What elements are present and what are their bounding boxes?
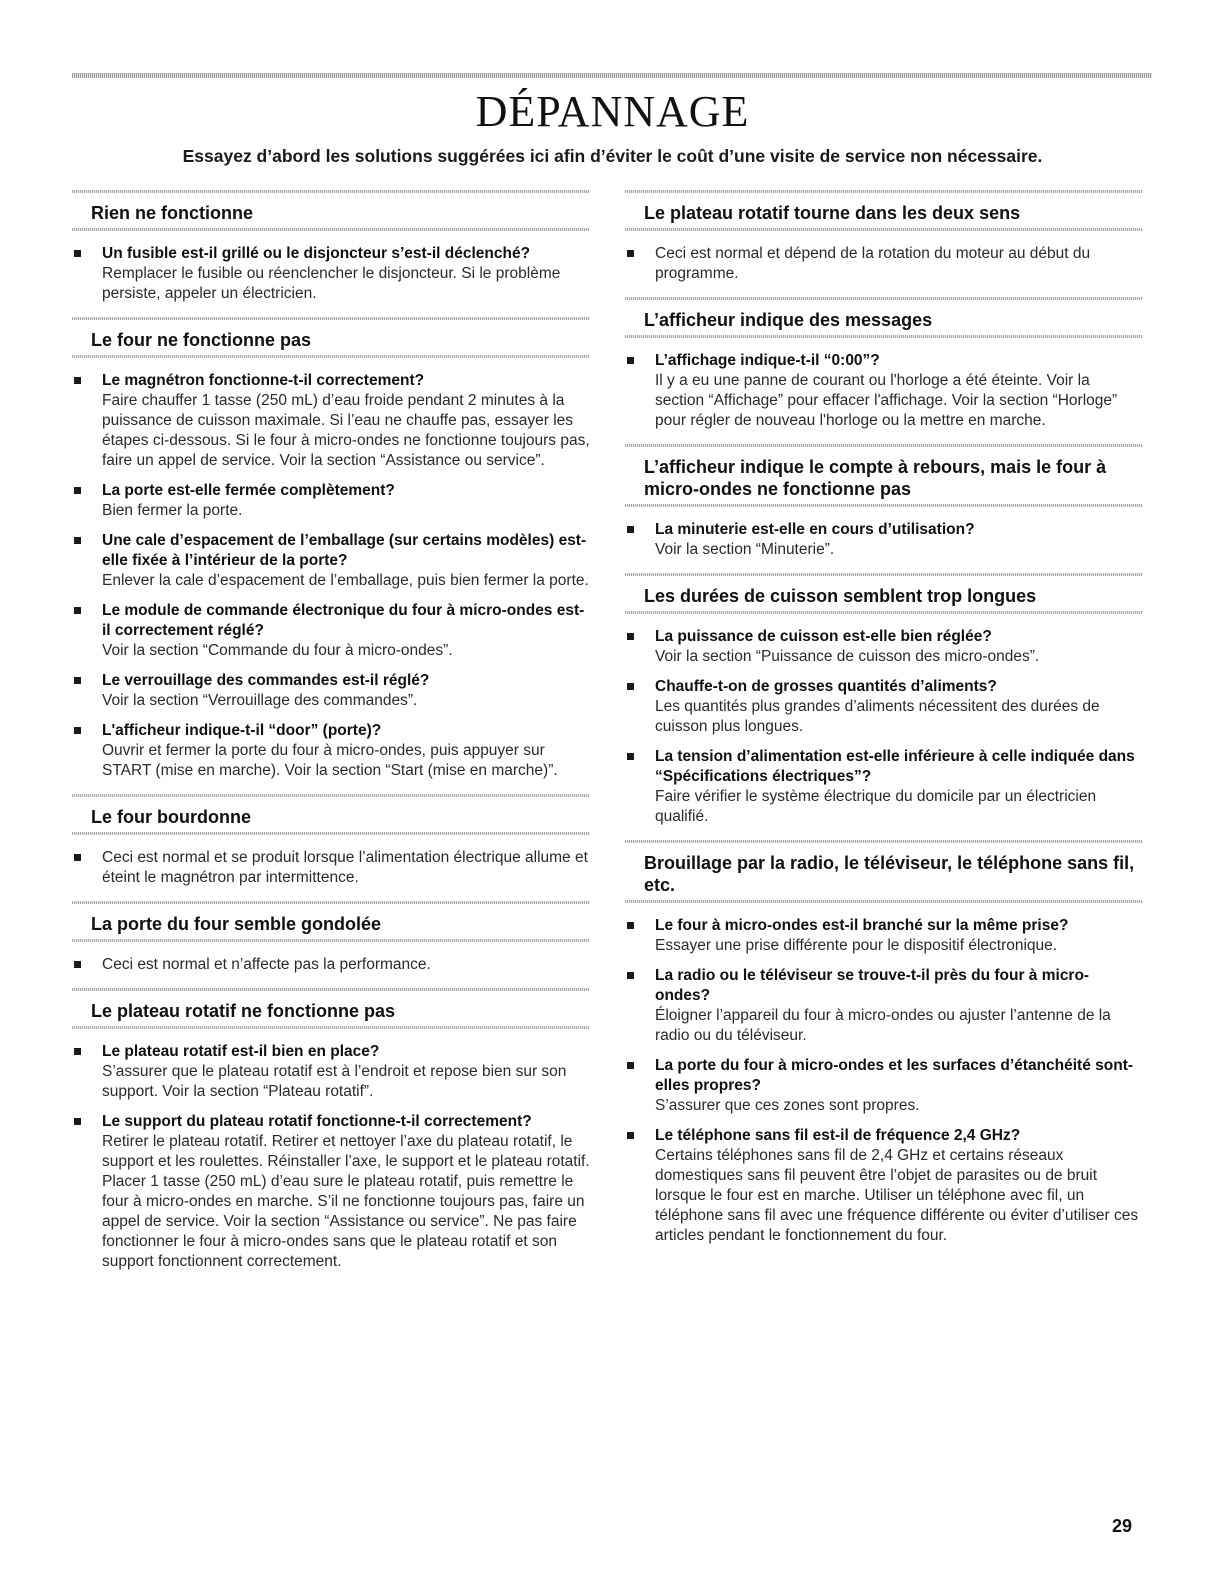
list-item <box>72 481 590 521</box>
page-subtitle: Essayez d’abord les solutions suggérées ici afin d’éviter le coût d’une visite de service non nécessaire. <box>182 146 1043 166</box>
left-column <box>72 190 590 1285</box>
list-item <box>625 1056 1143 1116</box>
answer-text: Ceci est normal et dépend de la rotation du moteur au début du programme. <box>655 245 1091 282</box>
answer-text: Voir la section “Minuterie”. <box>655 541 835 558</box>
answer-text: Les quantités plus grandes d’aliments nécessitent des durées de cuisson plus longues. <box>655 698 1100 735</box>
list-item <box>625 677 1143 737</box>
troubleshoot-section <box>625 840 1143 1246</box>
section-title: La porte du four semble gondolée <box>91 914 382 934</box>
answer-text: Ceci est normal et se produit lorsque l’alimentation électrique allume et éteint le magnétron par intermittence. <box>102 849 588 886</box>
section-items <box>72 1042 590 1272</box>
page-title: DÉPANNAGE <box>475 87 750 136</box>
section-items <box>72 848 590 888</box>
section-header <box>72 317 590 355</box>
square-bullet-icon <box>74 1118 81 1125</box>
square-bullet-icon <box>627 972 634 979</box>
section-header <box>72 988 590 1026</box>
troubleshoot-section <box>625 190 1143 284</box>
list-item <box>625 244 1143 284</box>
section-title: Le plateau rotatif tourne dans les deux sens <box>644 203 1021 223</box>
section-title: Le four ne fonctionne pas <box>91 330 312 350</box>
square-bullet-icon <box>74 537 81 544</box>
section-header <box>72 901 590 939</box>
section-title: Les durées de cuisson semblent trop longues <box>644 586 1037 606</box>
troubleshoot-section <box>625 573 1143 827</box>
square-bullet-icon <box>74 854 81 861</box>
section-header <box>72 794 590 832</box>
square-bullet-icon <box>74 377 81 384</box>
page-number: 29 <box>1112 1516 1133 1536</box>
list-item <box>625 520 1143 560</box>
answer-text: Ouvrir et fermer la porte du four à micro-ondes, puis appuyer sur START (mise en marche). Voir la section “Start (mise en marche)”. <box>102 742 558 779</box>
question-text: La radio ou le téléviseur se trouve-t-il près du four à micro-ondes? <box>655 967 1090 1004</box>
section-header <box>625 190 1143 228</box>
troubleshoot-section <box>72 190 590 304</box>
section-title: Le plateau rotatif ne fonctionne pas <box>91 1001 396 1021</box>
section-items <box>625 351 1143 431</box>
question-text: L'afficheur indique-t-il “door” (porte)? <box>102 722 382 739</box>
answer-text: Certains téléphones sans fil de 2,4 GHz et certains réseaux domestiques sans fil peuvent être l’objet de parasites ou de bruit lorsque le four est en marche. Utiliser un téléphone avec fil, un téléphone sans fil avec une fréquence différente ou éviter d’utiliser ces articles pendant le fonctionnement du four. <box>655 1147 1139 1244</box>
answer-text: Faire chauffer 1 tasse (250 mL) d’eau froide pendant 2 minutes à la puissance de cuisson maximale. Si l’eau ne chauffe pas, essayer les étapes ci-dessous. Si le four à micro-ondes ne fonctionne toujours pas, faire un appel de service. Voir la section “Assistance ou service”. <box>102 392 590 469</box>
answer-text: Voir la section “Puissance de cuisson des micro-ondes”. <box>655 648 1040 665</box>
answer-text: Bien fermer la porte. <box>102 502 243 519</box>
troubleshoot-section <box>72 988 590 1272</box>
question-text: Un fusible est-il grillé ou le disjoncteur s’est-il déclenché? <box>102 245 531 262</box>
question-text: Le verrouillage des commandes est-il réglé? <box>102 672 430 689</box>
question-text: La puissance de cuisson est-elle bien réglée? <box>655 628 992 645</box>
list-item <box>72 955 590 975</box>
list-item <box>625 1126 1143 1246</box>
troubleshoot-section <box>72 317 590 781</box>
answer-text: Essayer une prise différente pour le dispositif électronique. <box>655 937 1058 954</box>
section-items <box>625 627 1143 827</box>
square-bullet-icon <box>627 526 634 533</box>
square-bullet-icon <box>74 961 81 968</box>
section-items <box>625 520 1143 560</box>
section-items <box>625 916 1143 1246</box>
question-text: Le module de commande électronique du four à micro-ondes est-il correctement réglé? <box>102 602 585 639</box>
question-text: La porte est-elle fermée complètement? <box>102 482 395 499</box>
question-text: Le téléphone sans fil est-il de fréquence 2,4 GHz? <box>655 1127 1021 1144</box>
answer-text: Il y a eu une panne de courant ou l'horloge a été éteinte. Voir la section “Affichage” pour effacer l'affichage. Voir la section “Horloge” pour régler de nouveau l'horloge ou la mettre en marche. <box>655 372 1118 429</box>
square-bullet-icon <box>74 677 81 684</box>
answer-text: S’assurer que ces zones sont propres. <box>655 1097 920 1114</box>
list-item <box>72 601 590 661</box>
square-bullet-icon <box>627 753 634 760</box>
list-item <box>625 627 1143 667</box>
section-header <box>625 573 1143 611</box>
square-bullet-icon <box>627 1132 634 1139</box>
section-title: Brouillage par la radio, le téléviseur, le téléphone sans fil, etc. <box>644 853 1135 895</box>
troubleshoot-section <box>625 444 1143 560</box>
section-items <box>625 244 1143 284</box>
question-text: La tension d’alimentation est-elle inférieure à celle indiquée dans “Spécifications électriques”? <box>655 748 1135 785</box>
answer-text: Enlever la cale d’espacement de l’emballage, puis bien fermer la porte. <box>102 572 589 589</box>
answer-text: Ceci est normal et n’affecte pas la performance. <box>102 956 431 973</box>
question-text: La minuterie est-elle en cours d’utilisation? <box>655 521 975 538</box>
list-item <box>72 671 590 711</box>
section-items <box>72 955 590 975</box>
square-bullet-icon <box>74 487 81 494</box>
question-text: Une cale d’espacement de l’emballage (sur certains modèles) est-elle fixée à l’intérieur de la porte? <box>102 532 587 569</box>
square-bullet-icon <box>74 1048 81 1055</box>
list-item <box>72 531 590 591</box>
section-title: L’afficheur indique des messages <box>644 310 933 330</box>
section-header <box>72 190 590 228</box>
list-item <box>625 747 1143 827</box>
list-item <box>72 1112 590 1272</box>
list-item <box>72 371 590 471</box>
troubleshoot-section <box>72 794 590 888</box>
square-bullet-icon <box>627 922 634 929</box>
question-text: Le plateau rotatif est-il bien en place? <box>102 1043 380 1060</box>
section-header <box>625 297 1143 335</box>
list-item <box>72 1042 590 1102</box>
answer-text: S’assurer que le plateau rotatif est à l’endroit et repose bien sur son support. Voir la section “Plateau rotatif”. <box>102 1063 567 1100</box>
question-text: Le support du plateau rotatif fonctionne-t-il correctement? <box>102 1113 532 1130</box>
section-header <box>625 444 1143 504</box>
section-title: L’afficheur indique le compte à rebours, mais le four à micro-ondes ne fonctionne pas <box>644 457 1107 499</box>
question-text: Le four à micro-ondes est-il branché sur la même prise? <box>655 917 1069 934</box>
square-bullet-icon <box>627 1062 634 1069</box>
troubleshoot-section <box>72 901 590 975</box>
square-bullet-icon <box>627 683 634 690</box>
top-divider <box>72 73 1152 78</box>
square-bullet-icon <box>74 607 81 614</box>
list-item <box>72 848 590 888</box>
square-bullet-icon <box>627 357 634 364</box>
answer-text: Voir la section “Verrouillage des commandes”. <box>102 692 418 709</box>
list-item <box>625 351 1143 431</box>
square-bullet-icon <box>627 250 634 257</box>
section-title: Le four bourdonne <box>91 807 251 827</box>
question-text: Chauffe-t-on de grosses quantités d’aliments? <box>655 678 997 695</box>
list-item <box>72 721 590 781</box>
troubleshoot-section <box>625 297 1143 431</box>
question-text: Le magnétron fonctionne-t-il correctement? <box>102 372 425 389</box>
question-text: La porte du four à micro-ondes et les surfaces d’étanchéité sont-elles propres? <box>655 1057 1134 1094</box>
section-items <box>72 244 590 304</box>
square-bullet-icon <box>74 727 81 734</box>
square-bullet-icon <box>74 250 81 257</box>
square-bullet-icon <box>627 633 634 640</box>
answer-text: Éloigner l’appareil du four à micro-ondes ou ajuster l’antenne de la radio ou du téléviseur. <box>655 1007 1111 1044</box>
section-header <box>625 840 1143 900</box>
section-items <box>72 371 590 781</box>
list-item <box>72 244 590 304</box>
answer-text: Remplacer le fusible ou réenclencher le disjoncteur. Si le problème persiste, appeler un électricien. <box>102 265 561 302</box>
answer-text: Retirer le plateau rotatif. Retirer et nettoyer l’axe du plateau rotatif, le support et les roulettes. Réinstaller l’axe, le support et le plateau rotatif. Placer 1 tasse (250 mL) d’eau sure le plateau rotatif, puis remettre le four à micro-ondes en marche. S’il ne fonctionne toujours pas, faire un appel de service. Voir la section “Assistance ou service”. Ne pas faire fonctionner le four à micro-ondes sans que le plateau rotatif et son support fonctionnent correctement. <box>102 1133 590 1270</box>
answer-text: Voir la section “Commande du four à micro-ondes”. <box>102 642 453 659</box>
list-item <box>625 966 1143 1046</box>
answer-text: Faire vérifier le système électrique du domicile par un électricien qualifié. <box>655 788 1097 825</box>
list-item <box>625 916 1143 956</box>
question-text: L’affichage indique-t-il “0:00”? <box>655 352 880 369</box>
section-title: Rien ne fonctionne <box>91 203 253 223</box>
right-column <box>625 190 1143 1259</box>
